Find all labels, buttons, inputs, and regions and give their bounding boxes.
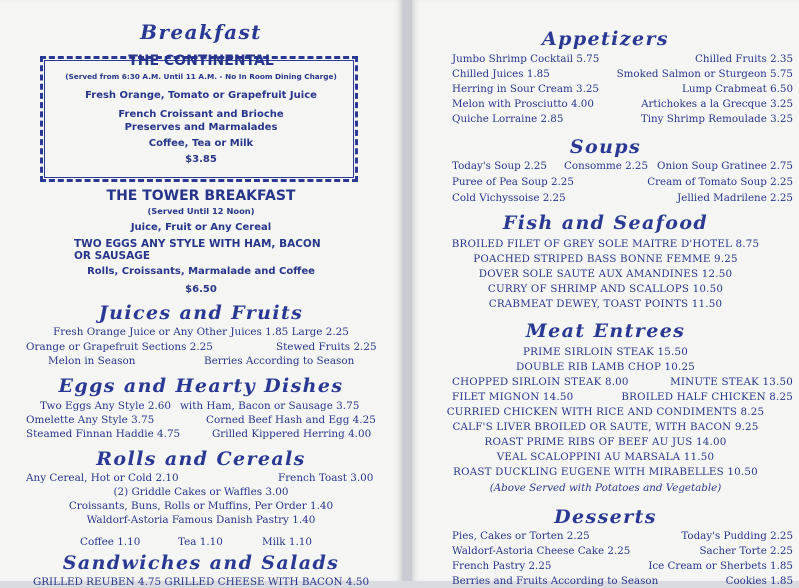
desserts-left-2: Waldorf-Astoria Cheese Cake 2.25 bbox=[452, 545, 631, 557]
appetizers-right-5: Tiny Shrimp Remoulade 3.25 bbox=[640, 113, 793, 125]
soups-right-3: Jellied Madrilene 2.25 bbox=[677, 192, 793, 204]
soups-middle-1: Consomme 2.25 bbox=[564, 160, 649, 172]
meat-row3-left: CHOPPED SIRLOIN STEAK 8.00 bbox=[452, 376, 629, 388]
meat-heading: Meat Entrees bbox=[525, 320, 686, 342]
soups-left-1: Today's Soup 2.25 bbox=[452, 160, 547, 172]
appetizers-right-1: Chilled Fruits 2.35 bbox=[695, 53, 793, 65]
tower-line2: TWO EGGS ANY STYLE WITH HAM, BACON bbox=[74, 238, 321, 250]
fish-row2: POACHED STRIPED BASS BONNE FEMME 9.25 bbox=[473, 253, 738, 265]
continental-line2: French Croissant and Brioche bbox=[118, 109, 284, 120]
desserts-left-3: French Pastry 2.25 bbox=[452, 560, 552, 572]
sandwiches-row1: GRILLED REUBEN 4.75 GRILLED CHEESE WITH BACON 4.50 bbox=[32, 576, 370, 588]
desserts-left-1: Pies, Cakes or Torten 2.25 bbox=[452, 530, 590, 542]
rolls-tea: Tea 1.10 bbox=[178, 536, 223, 548]
tower-line3: OR SAUSAGE bbox=[74, 250, 151, 262]
juices-row2-right: Stewed Fruits 2.25 bbox=[276, 341, 377, 353]
continental-line4: Coffee, Tea or Milk bbox=[148, 138, 254, 149]
appetizers-right-4: Artichokes a la Grecque 3.25 bbox=[641, 98, 793, 110]
desserts-right-2: Sacher Torte 2.25 bbox=[699, 545, 793, 557]
meat-row6: CALF'S LIVER BROILED OR SAUTE, WITH BACON 9.25 bbox=[452, 421, 759, 433]
continental-price: $3.85 bbox=[185, 154, 217, 165]
desserts-right-3: Ice Cream or Sherbets 1.85 bbox=[648, 560, 793, 572]
continental-title: THE CONTINENTAL bbox=[128, 53, 274, 69]
page-gutter bbox=[402, 0, 412, 581]
rolls-row2: (2) Griddle Cakes or Waffles 3.00 bbox=[113, 486, 289, 498]
tower-note: (Served Until 12 Noon) bbox=[147, 206, 255, 216]
fish-row1: BROILED FILET OF GREY SOLE MAITRE D'HOTEL 8.75 bbox=[451, 238, 760, 250]
desserts-right-4: Cookies 1.85 bbox=[725, 575, 793, 587]
rolls-coffee: Coffee 1.10 bbox=[80, 536, 141, 548]
soups-right-1: Onion Soup Gratinee 2.75 bbox=[657, 160, 793, 172]
rolls-row3: Croissants, Buns, Rolls or Muffins, Per Order 1.40 bbox=[68, 500, 334, 512]
eggs-row1-right: with Ham, Bacon or Sausage 3.75 bbox=[180, 400, 360, 412]
fish-row4: CURRY OF SHRIMP AND SCALLOPS 10.50 bbox=[487, 283, 724, 295]
sandwiches-heading: Sandwiches and Salads bbox=[62, 552, 340, 574]
juices-row3-left: Melon in Season bbox=[48, 355, 136, 367]
eggs-row3-right: Grilled Kippered Herring 4.00 bbox=[212, 428, 372, 440]
appetizers-left-5: Quiche Lorraine 2.85 bbox=[452, 113, 564, 125]
appetizers-left-3: Herring in Sour Cream 3.25 bbox=[452, 83, 599, 95]
fish-row5: CRABMEAT DEWEY, TOAST POINTS 11.50 bbox=[488, 298, 723, 310]
soups-right-2: Cream of Tomato Soup 2.25 bbox=[647, 176, 793, 188]
tower-title: THE TOWER BREAKFAST bbox=[106, 188, 296, 204]
meat-row4-left: FILET MIGNON 14.50 bbox=[452, 391, 574, 403]
continental-line3: Preserves and Marmalades bbox=[124, 122, 278, 133]
tower-line4: Rolls, Croissants, Marmalade and Coffee bbox=[87, 266, 315, 277]
meat-row3-right: MINUTE STEAK 13.50 bbox=[670, 376, 793, 388]
continental-note: (Served from 6:30 A.M. Until 11 A.M. - No In Room Dining Charge) bbox=[65, 72, 337, 81]
eggs-row1-left: Two Eggs Any Style 2.60 bbox=[40, 400, 171, 412]
juices-row2-left: Orange or Grapefruit Sections 2.25 bbox=[26, 341, 213, 353]
appetizers-left-2: Chilled Juices 1.85 bbox=[452, 68, 550, 80]
rolls-row4: Waldorf-Astoria Famous Danish Pastry 1.40 bbox=[86, 514, 316, 526]
fish-heading: Fish and Seafood bbox=[502, 212, 709, 234]
rolls-heading: Rolls and Cereals bbox=[96, 448, 306, 470]
soups-left-2: Puree of Pea Soup 2.25 bbox=[452, 176, 574, 188]
meat-row9: ROAST DUCKLING EUGENE WITH MIRABELLES 10.50 bbox=[453, 466, 758, 478]
meat-row4-right: BROILED HALF CHICKEN 8.25 bbox=[621, 391, 793, 403]
juices-row3-right: Berries According to Season bbox=[204, 355, 355, 367]
eggs-row2-right: Corned Beef Hash and Egg 4.25 bbox=[206, 414, 376, 426]
rolls-milk: Milk 1.10 bbox=[262, 536, 313, 548]
fish-row3: DOVER SOLE SAUTE AUX AMANDINES 12.50 bbox=[478, 268, 733, 280]
rolls-row1-right: French Toast 3.00 bbox=[278, 472, 374, 484]
desserts-right-1: Today's Pudding 2.25 bbox=[681, 530, 793, 542]
desserts-heading: Desserts bbox=[554, 506, 657, 528]
meat-row7: ROAST PRIME RIBS OF BEEF AU JUS 14.00 bbox=[484, 436, 727, 448]
soups-left-3: Cold Vichyssoise 2.25 bbox=[452, 192, 566, 204]
meat-row8: VEAL SCALOPPINI AU MARSALA 11.50 bbox=[496, 451, 715, 463]
tower-line1: Juice, Fruit or Any Cereal bbox=[130, 222, 272, 233]
continental-line1: Fresh Orange, Tomato or Grapefruit Juice bbox=[85, 90, 317, 101]
juices-row1: Fresh Orange Juice or Any Other Juices 1.85 Large 2.25 bbox=[53, 326, 349, 338]
meat-row1: PRIME SIRLOIN STEAK 15.50 bbox=[523, 346, 688, 358]
meat-note: (Above Served with Potatoes and Vegetable) bbox=[489, 482, 722, 494]
meat-row2: DOUBLE RIB LAMB CHOP 10.25 bbox=[515, 361, 696, 373]
appetizers-right-3: Lump Crabmeat 6.50 bbox=[682, 83, 793, 95]
appetizers-heading: Appetizers bbox=[542, 28, 669, 50]
appetizers-left-4: Melon with Prosciutto 4.00 bbox=[452, 98, 594, 110]
eggs-row3-left: Steamed Finnan Haddie 4.75 bbox=[26, 428, 181, 440]
desserts-left-4: Berries and Fruits According to Season bbox=[452, 575, 659, 587]
rolls-row1-left: Any Cereal, Hot or Cold 2.10 bbox=[26, 472, 179, 484]
eggs-heading: Eggs and Hearty Dishes bbox=[58, 375, 344, 397]
meat-row5: CURRIED CHICKEN WITH RICE AND CONDIMENTS 8.25 bbox=[446, 406, 765, 418]
right-menu-page bbox=[412, 0, 799, 587]
appetizers-left-1: Jumbo Shrimp Cocktail 5.75 bbox=[452, 53, 600, 65]
juices-heading: Juices and Fruits bbox=[98, 302, 304, 324]
breakfast-heading: Breakfast bbox=[140, 20, 262, 44]
soups-heading: Soups bbox=[569, 136, 642, 158]
appetizers-right-2: Smoked Salmon or Sturgeon 5.75 bbox=[616, 68, 793, 80]
tower-price: $6.50 bbox=[185, 284, 217, 295]
eggs-row2-left: Omelette Any Style 3.75 bbox=[26, 414, 155, 426]
